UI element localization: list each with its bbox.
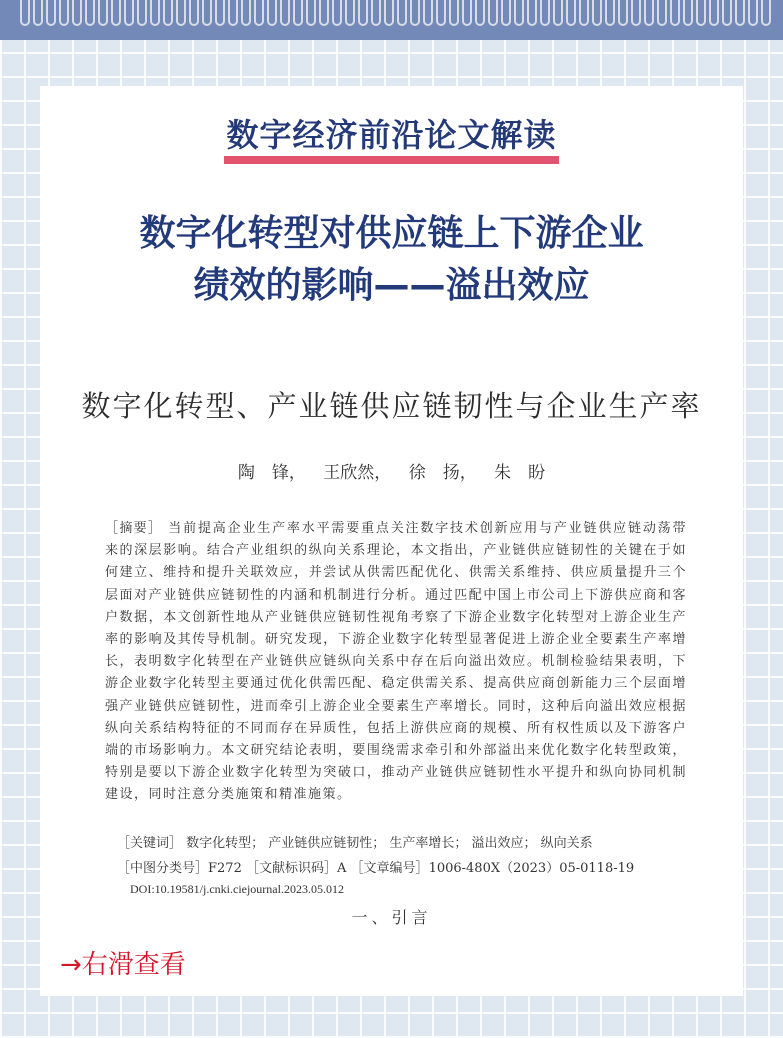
- binder-ring: [72, 0, 82, 26]
- column-title-text: 数字经济前沿论文解读: [224, 110, 558, 156]
- top-bar: [0, 0, 783, 40]
- binder-ring: [540, 0, 550, 26]
- keywords-label: ［关键词］: [117, 836, 183, 851]
- keywords-text: 数字化转型； 产业链供应链韧性； 生产率增长； 溢出效应； 纵向关系: [186, 836, 593, 851]
- binder-ring: [215, 0, 225, 26]
- binder-ring: [514, 0, 524, 26]
- binder-ring: [189, 0, 199, 26]
- binder-ring: [228, 0, 238, 26]
- doc-value: A: [337, 861, 347, 876]
- binder-ring: [319, 0, 329, 26]
- binder-ring: [592, 0, 602, 26]
- authors: 陶 锋， 王欣然， 徐 扬， 朱 盼: [237, 463, 546, 483]
- binder-ring: [410, 0, 420, 26]
- abstract-text: 当前提高企业生产率水平需要重点关注数字技术创新应用与产业链供应链动荡带来的深层影响。结合产业组织的纵向关系理论，本文指出，产业链供应链韧性的关键在于如何建立、维持和提升关联效应，并尝试从供需匹配优化、供需关系维持、供应质量提升三个层面对产业链供应链韧性的内涵和机制进行分析。通过匹配中国上市公司上下游供应商和客户数据，本文创新性地从产业链供应链韧性视角考察了下游企业数字化转型对上游企业生产率的影响及其传导机制。研究发现，下游企业数字化转型显著促进上游企业全要素生产率增长，表明数字化转型在产业链供应链纵向关系中存在后向溢出效应。机制检验结果表明，下游企业数字化转型主要通过优化供需匹配、稳定供需关系、提高供应商创新能力三个层面增强产业链供应链韧性，进而牵引上游企业全要素生产率增长。同时，这种后向溢出效应根据纵向关系结构特征的不同而存在异质性，包括上游供应商的规模、所有权性质以及下游客户端的市场影响力。本文研究结论表明，要围绕需求牵引和外部溢出来优化数字化转型政策，特别是要以下游企业数字化转型为突破口，推动产业链供应链韧性水平提升和纵向协同机制建设，同时注意分类施策和精准施策。: [105, 521, 687, 803]
- binder-ring: [176, 0, 186, 26]
- binder-ring: [761, 0, 771, 26]
- paper-title: 数字化转型、产业链供应链韧性与企业生产率: [81, 389, 702, 423]
- abstract-label: ［摘要］: [105, 521, 163, 536]
- binder-ring: [436, 0, 446, 26]
- abstract: [105, 518, 687, 807]
- column-title: [0, 110, 783, 156]
- doc-label: ［文献标识码］: [246, 861, 338, 876]
- binder-ring: [267, 0, 277, 26]
- binder-ring: [371, 0, 381, 26]
- binder-ring: [33, 0, 43, 26]
- binder-ring: [111, 0, 121, 26]
- swipe-hint[interactable]: →右滑查看: [60, 950, 186, 980]
- binder-ring: [618, 0, 628, 26]
- art-value: 1006-480X（2023）05-0118-19: [428, 861, 635, 876]
- binder-ring: [683, 0, 693, 26]
- binder-ring: [163, 0, 173, 26]
- binder-ring: [748, 0, 758, 26]
- binder-ring: [280, 0, 290, 26]
- binder-ring: [579, 0, 589, 26]
- binder-ring: [397, 0, 407, 26]
- binder-ring: [124, 0, 134, 26]
- binder-ring: [20, 0, 30, 26]
- binder-ring: [501, 0, 511, 26]
- binder-ring: [423, 0, 433, 26]
- binder-ring: [644, 0, 654, 26]
- binder-ring: [345, 0, 355, 26]
- keywords: [117, 832, 687, 851]
- clc-value: F272: [208, 861, 242, 876]
- binder-ring: [46, 0, 56, 26]
- binder-ring: [631, 0, 641, 26]
- binder-ring: [709, 0, 719, 26]
- binder-ring: [657, 0, 667, 26]
- binder-ring: [449, 0, 459, 26]
- binder-ring: [566, 0, 576, 26]
- binder-ring: [722, 0, 732, 26]
- binder-ring: [332, 0, 342, 26]
- binder-ring: [150, 0, 160, 26]
- binder-ring: [553, 0, 563, 26]
- binder-ring: [137, 0, 147, 26]
- section-heading: 一、引言: [351, 908, 432, 927]
- binder-ring: [735, 0, 745, 26]
- headline: [0, 208, 783, 312]
- classification-line: [117, 857, 634, 876]
- binder-ring: [384, 0, 394, 26]
- binder-ring: [254, 0, 264, 26]
- binder-ring: [98, 0, 108, 26]
- binder-ring: [670, 0, 680, 26]
- binder-ring: [527, 0, 537, 26]
- binder-ring: [59, 0, 69, 26]
- binder-ring: [358, 0, 368, 26]
- binder-ring: [85, 0, 95, 26]
- binder-ring: [241, 0, 251, 26]
- binder-ring: [475, 0, 485, 26]
- binder-ring: [488, 0, 498, 26]
- binder-ring: [462, 0, 472, 26]
- headline-line-1: 数字化转型对供应链上下游企业: [139, 213, 644, 254]
- doi: DOI:10.19581/j.cnki.ciejournal.2023.05.012: [130, 882, 344, 896]
- binder-ring: [605, 0, 615, 26]
- binder-ring: [306, 0, 316, 26]
- binder-ring: [202, 0, 212, 26]
- headline-line-2: 绩效的影响——溢出效应: [193, 265, 590, 306]
- binder-ring: [696, 0, 706, 26]
- binder-ring: [293, 0, 303, 26]
- binder-rings: [20, 0, 780, 28]
- clc-label: ［中图分类号］: [117, 861, 209, 876]
- art-label: ［文章编号］: [350, 861, 429, 876]
